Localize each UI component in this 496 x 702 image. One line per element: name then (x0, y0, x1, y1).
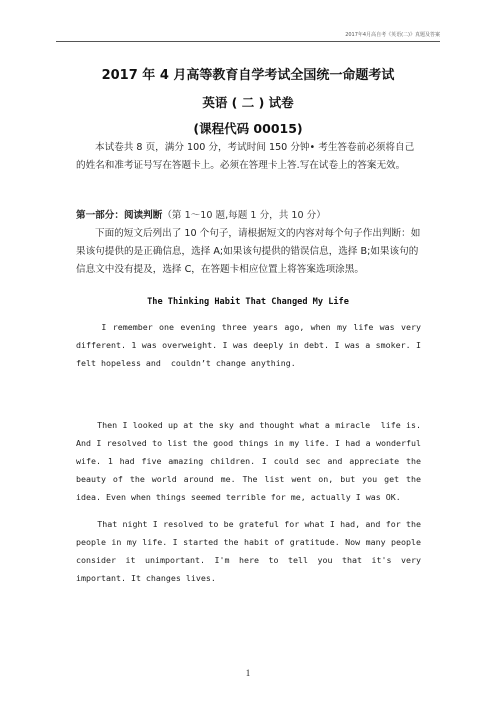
section-heading: 第一部分：阅读判断 (76, 210, 163, 221)
passage-title: The Thinking Habit That Changed My Life (147, 297, 349, 307)
page-number: 1 (245, 668, 251, 678)
passage-paragraph: I remember one evening three years ago, when my life was very different. 1 was overweight. I was deeply in debt. I was a smoker. I felt hopeless and couldn’t change anything. (76, 322, 426, 368)
header-rule (56, 41, 440, 42)
section-instructions-text: 下面的短文后列出了 10 个句子，请根据短文的内容对每个句子作出判断：如果该句提供的是正确信息，选择 A;如果该句提供的错误信息，选择 B;如果该句的信息文中没有提及，选择 C，在答题卡相应位置上将答案选项涂黑。 (76, 228, 421, 275)
exam-title: 2017 年 4 月高等教育自学考试全国统一命题考试 (101, 68, 395, 83)
running-header: 2017年4月高自考《英语(二)》真题及答案 (345, 32, 440, 38)
intro-text: 本试卷共 8 页，满分 100 分，考试时间 150 分钟• 考生答卷前必须将自己的姓名和准考证号写在答题卡上。必须在答理卡上答.写在试卷上的答案无效。 (76, 142, 415, 171)
exam-subject: 英语 ( 二 ) 试卷 (202, 95, 294, 110)
passage-paragraph: Then I looked up at the sky and thought what a miracle life is. And I resolved to list the good things in my life. I had a wonderful wife. 1 had five amazing children. I could sec and appreciate the beauty of the world around me. The list went on, but you get the idea. Even when things seemed terrible for me, actually I was OK. (76, 420, 426, 502)
passage-paragraph: That night I resolved to be grateful for what I had, and for the people in my life. I started the habit of gratitude. Now many people consider it unimportant. I'm here to tell you that it's very important. It changes lives. (76, 519, 426, 583)
section-heading-line (76, 207, 421, 225)
section-scoring-note: （第 1〜10 题,每题 1 分，共 10 分） (162, 210, 326, 221)
section-instructions (76, 225, 421, 279)
exam-instructions (76, 139, 421, 175)
section-one (76, 207, 421, 279)
course-code: (课程代码 00015) (193, 121, 303, 136)
